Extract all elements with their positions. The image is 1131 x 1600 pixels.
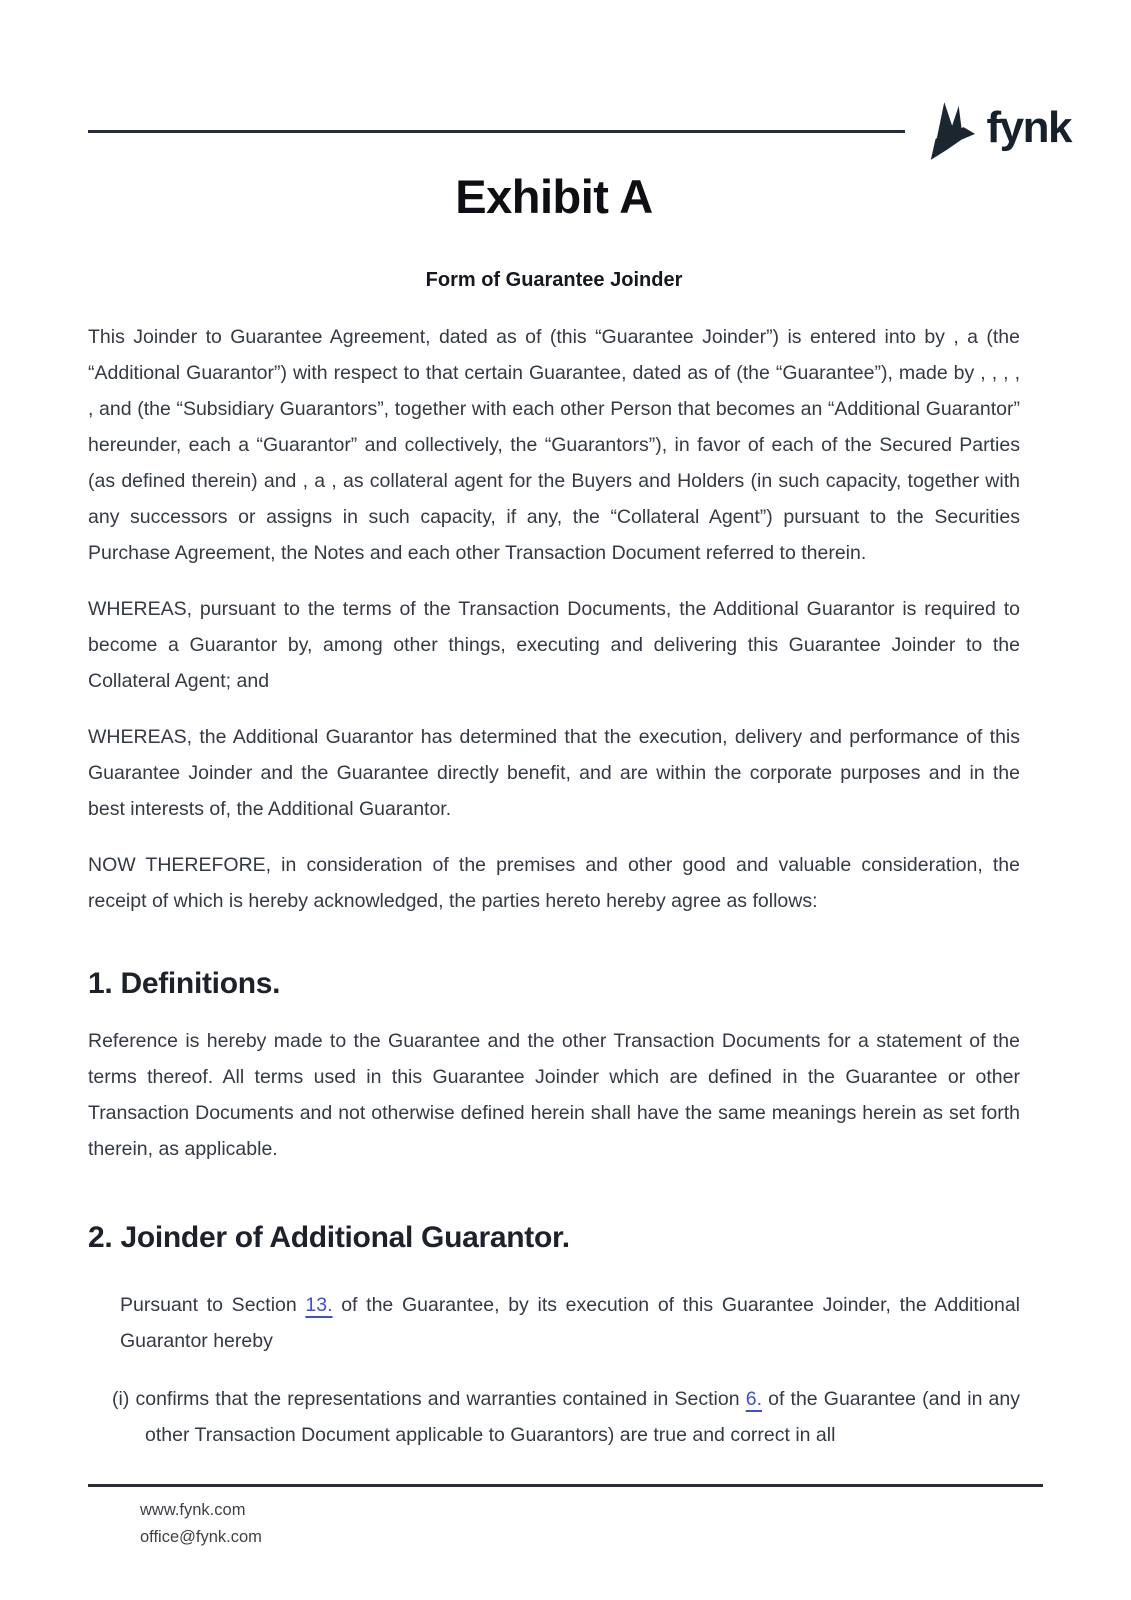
document-content (88, 129, 1020, 1453)
page-title: Exhibit A (455, 170, 653, 223)
section-6-link[interactable]: 6. (745, 1388, 762, 1410)
intro-text-after: of the Guarantee, by its execution of this Guarantee Joinder, the Additional Guarantor hereby (120, 1294, 1020, 1352)
paragraph-now-therefore: NOW THEREFORE, in consideration of the premises and other good and valuable consideration, the receipt of which is hereby acknowledged, the parties hereto hereby agree as follows: (88, 854, 1020, 912)
paragraph-intro: This Joinder to Guarantee Agreement, dated as of (this “Guarantee Joinder”) is entered into by , a (the “Additional Guarantor”) with respect to that certain Guarantee, dated as of (the “Guarantee”), made by , , , , , and (the “Subsidiary Guarantors”, together with each other Person that becomes an “Additional Guarantor” hereunder, each a “Guarantor” and collectively, the “Guarantors”), in favor of each of the Secured Parties (as defined therein) and , a , as collateral agent for the Buyers and Holders (in such capacity, together with any successors or assigns in such capacity, if any, the “Collateral Agent”) pursuant to the Securities Purchase Agreement, the Notes and each other Transaction Document referred to therein. (88, 326, 1020, 564)
section-1-body: Reference is hereby made to the Guarantee and the other Transaction Documents for a statement of the terms thereof. All terms used in this Guarantee Joinder which are defined in the Guarantee or other Transaction Documents and not otherwise defined herein shall have the same meanings herein as set forth therein, as applicable. (88, 1030, 1020, 1160)
section-13-link[interactable]: 13. (305, 1294, 333, 1316)
clause-text-before: confirms that the representations and warranties contained in Section (129, 1388, 746, 1410)
section-2-intro (120, 1287, 1020, 1359)
paragraph-whereas-1: WHEREAS, pursuant to the terms of the Transaction Documents, the Additional Guarantor is required to become a Guarantor by, among other things, executing and delivering this Guarantee Joinder to the Collateral Agent; and (88, 598, 1020, 692)
intro-text-before: Pursuant to Section (120, 1294, 306, 1316)
page-footer (88, 1484, 1043, 1551)
clause-item-i (88, 1381, 1020, 1453)
paragraph-whereas-2: WHEREAS, the Additional Guarantor has determined that the execution, delivery and performance of this Guarantee Joinder and the Guarantee directly benefit, and are within the corporate purposes and in the best interests of, the Additional Guarantor. (88, 726, 1020, 820)
section-2-heading: 2. Joinder of Additional Guarantor. (88, 1221, 570, 1254)
footer-email: office@fynk.com (140, 1528, 262, 1546)
clause-marker: (i) (112, 1388, 130, 1410)
clause-text-after: of the Guarantee (and in any other Transaction Document applicable to Guarantors) are true and correct in all (145, 1388, 1021, 1446)
section-1-heading: 1. Definitions. (88, 967, 281, 1000)
brand-name: fynk (986, 103, 1071, 152)
footer-website: www.fynk.com (140, 1501, 246, 1519)
page-subtitle: Form of Guarantee Joinder (425, 269, 683, 291)
